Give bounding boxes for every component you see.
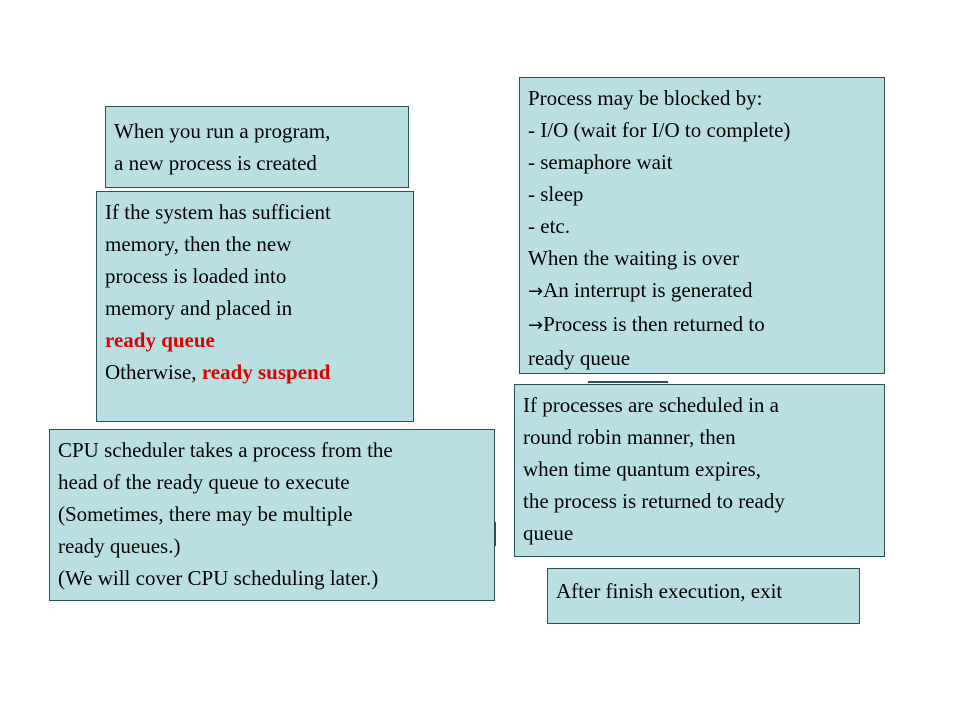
run-program-line: a new process is created (114, 151, 317, 175)
blocked-box (519, 77, 885, 374)
round-robin-box (514, 384, 885, 557)
run-program-line: When you run a program, (114, 119, 331, 143)
round-robin-line: If processes are scheduled in a (523, 393, 779, 417)
memory-line: memory, then the new (105, 232, 292, 256)
blocked-line: - sleep (528, 182, 584, 206)
memory-line (105, 356, 405, 388)
right-arrow-icon: → (528, 315, 544, 336)
cpu-scheduler-line: head of the ready queue to execute (58, 470, 350, 494)
blocked-line: When the waiting is over (528, 246, 740, 270)
memory-line: If the system has sufficient (105, 200, 331, 224)
memory-line: process is loaded into (105, 264, 287, 288)
round-robin-line: the process is returned to ready (523, 489, 785, 513)
cpu-scheduler-box (49, 429, 495, 601)
exit-box (547, 568, 860, 624)
cpu-scheduler-line: CPU scheduler takes a process from the (58, 438, 393, 462)
cpu-scheduler-line: (Sometimes, there may be multiple (58, 502, 353, 526)
round-robin-line: round robin manner, then (523, 425, 736, 449)
blocked-line: - semaphore wait (528, 150, 673, 174)
exit-text: After finish execution, exit (556, 579, 783, 603)
connector-line (588, 381, 668, 383)
right-arrow-icon: → (528, 281, 544, 302)
run-program-box (105, 106, 409, 188)
cpu-scheduler-line: (We will cover CPU scheduling later.) (58, 566, 379, 590)
blocked-line: Process may be blocked by: (528, 86, 763, 110)
interrupt-text: An interrupt is generated (543, 278, 753, 302)
cpu-scheduler-line: ready queues.) (58, 534, 181, 558)
ready-queue-highlight: ready queue (105, 328, 215, 352)
blocked-line: ready queue (528, 346, 631, 370)
returned-text: Process is then returned to (543, 312, 765, 336)
otherwise-text: Otherwise, (105, 360, 202, 384)
round-robin-line: queue (523, 521, 574, 545)
blocked-line (528, 274, 876, 308)
round-robin-line: when time quantum expires, (523, 457, 761, 481)
blocked-line: - etc. (528, 214, 570, 238)
memory-box (96, 191, 414, 422)
blocked-line (528, 308, 876, 342)
memory-line: memory and placed in (105, 296, 293, 320)
ready-suspend-highlight: ready suspend (201, 360, 331, 384)
blocked-line: - I/O (wait for I/O to complete) (528, 118, 791, 142)
